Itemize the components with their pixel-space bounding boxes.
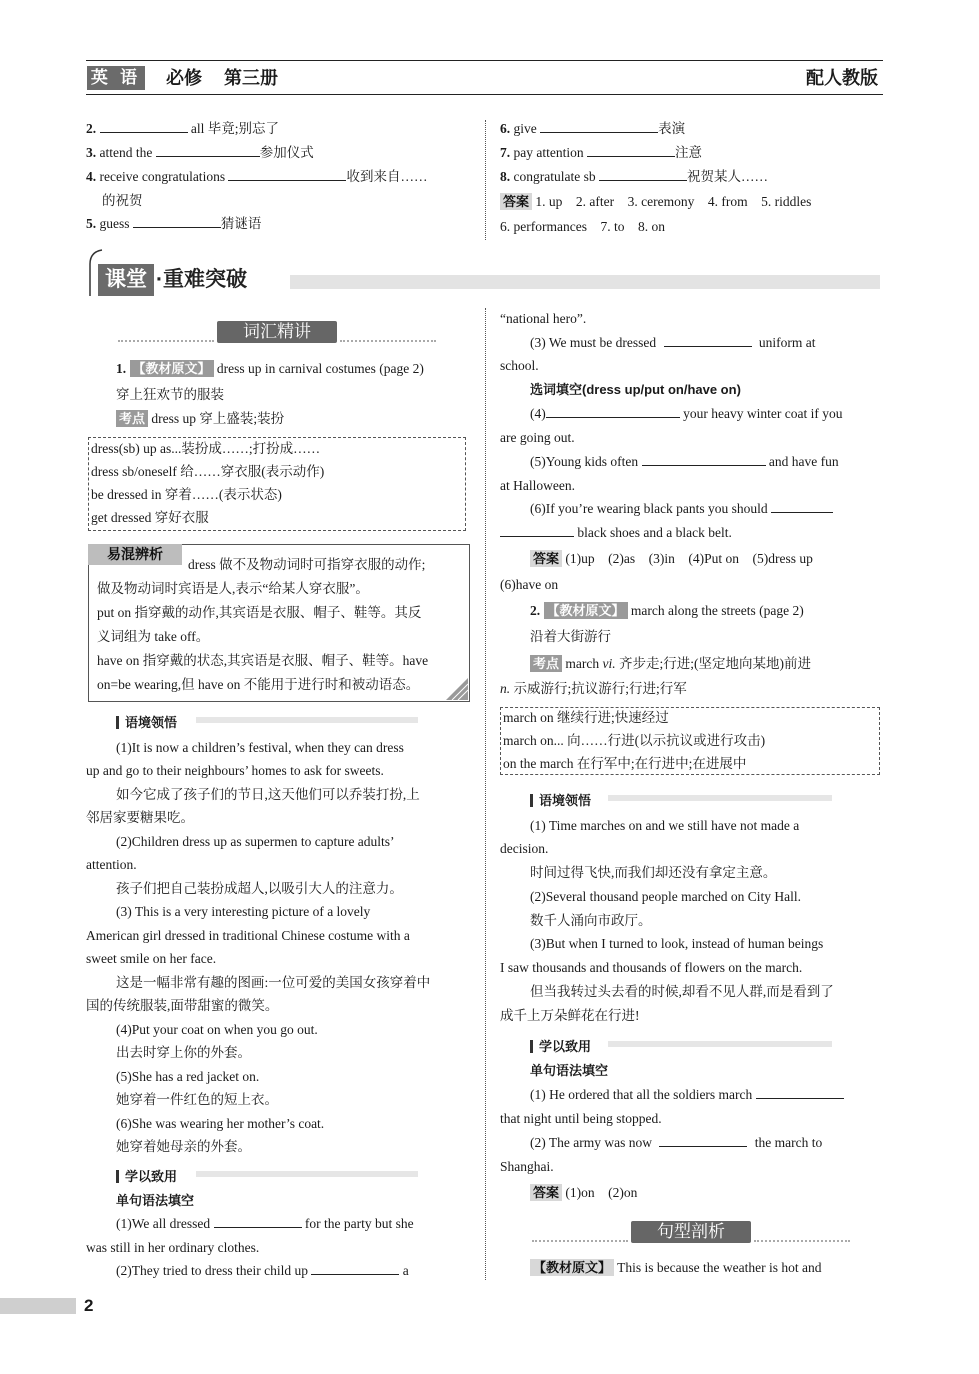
page-number: 2 xyxy=(84,1296,94,1315)
answer-tag: 答案 xyxy=(530,1184,562,1201)
example-line: 成千上万朵鲜花在行进! xyxy=(500,1008,640,1023)
kaodian-tag: 考点 xyxy=(530,655,562,672)
pill-dots-left xyxy=(118,340,214,342)
phrase-line: dress sb/oneself 给……穿衣服(表示动作) xyxy=(91,464,325,479)
word-choice-label: 选词填空(dress up/put on/have on) xyxy=(530,382,741,397)
practice-heading-2: 学以致用 xyxy=(530,1036,591,1055)
section-title: ·重难突破 xyxy=(156,268,247,291)
exercise-item-7: 7. pay attention 注意 xyxy=(500,145,702,160)
answer-blank[interactable] xyxy=(133,215,221,228)
context-heading-2: 语境领悟 xyxy=(530,790,591,809)
exercise-item-4: 4. receive congratulations 收到来自…… xyxy=(86,169,428,184)
answer-blank[interactable] xyxy=(664,334,752,347)
hero-cont: “national hero”. xyxy=(500,311,587,326)
example-line: 这是一幅非常有趣的图画:一位可爱的美国女孩穿着中 xyxy=(116,975,431,990)
answer-blank[interactable] xyxy=(642,453,766,466)
practice-q1-cont: was still in her ordinary clothes. xyxy=(86,1240,260,1255)
example-line: 她穿着一件红色的短上衣。 xyxy=(116,1092,278,1107)
exercise-item-2: 2. all 毕竟;别忘了 xyxy=(86,121,279,136)
pill-dots-right xyxy=(340,340,436,342)
confusion-line: 义词组为 take off。 xyxy=(97,629,210,644)
example-line: 出去时穿上你的外套。 xyxy=(116,1045,251,1060)
answer-line: 答案 (1)up (2)as (3)in (4)Put on (5)dress up xyxy=(530,550,813,568)
phrase-line: be dressed in 穿着……(表示状态) xyxy=(91,487,282,502)
column-divider xyxy=(485,308,486,1280)
practice-q3-cont: school. xyxy=(500,358,539,373)
confusion-label: 易混辨析 xyxy=(88,544,182,565)
item2-kaodian: 考点 march vi. 齐步走;行进;(坚定地向某地)前进 xyxy=(530,655,811,673)
section-title-rule xyxy=(290,275,880,289)
example-line: sweet smile on her face. xyxy=(86,951,217,966)
answer-blank[interactable] xyxy=(546,405,680,418)
practice-r2: (2) The army was now the march to xyxy=(530,1135,823,1150)
footer-bar xyxy=(0,1298,76,1314)
example-line: (3)But when I turned to look, instead of human beings xyxy=(530,936,824,951)
example-line: (1)It is now a children’s festival, when they can dress xyxy=(116,740,404,755)
example-line: 她穿着她母亲的外套。 xyxy=(116,1139,251,1154)
practice-heading: 学以致用 xyxy=(116,1166,177,1185)
answer-line-2: 6. performances 7. to 8. on xyxy=(500,219,665,234)
example-line: (6)She was wearing her mother’s coat. xyxy=(116,1116,325,1131)
example-line: I saw thousands and thousands of flowers on the march. xyxy=(500,960,803,975)
practice-q3: (3) We must be dressed uniform at xyxy=(530,335,816,350)
header-bottom-rule xyxy=(86,94,883,95)
answer-blank[interactable] xyxy=(311,1262,399,1275)
practice-q4: (4) your heavy winter coat if you xyxy=(530,406,843,421)
header-top-rule xyxy=(86,60,883,61)
answer-line-2: 答案 (1)on (2)on xyxy=(530,1184,637,1202)
example-line: 数千人涌向市政厅。 xyxy=(530,913,652,928)
item2-translation: 沿着大街游行 xyxy=(530,629,611,644)
exercise-item-8: 8. congratulate sb 祝贺某人…… xyxy=(500,169,768,184)
example-line: up and go to their neighbours’ homes to ask for sweets. xyxy=(86,763,384,778)
kaodian-tag: 考点 xyxy=(116,410,148,427)
example-line: (2)Several thousand people marched on City Hall. xyxy=(530,889,802,904)
context-heading: 语境领悟 xyxy=(116,712,177,731)
pill-dots-right-2 xyxy=(754,1240,850,1242)
final-line: 【教材原文】 This is because the weather is hot and xyxy=(530,1259,821,1277)
answer-tag: 答案 xyxy=(500,193,532,210)
example-line: American girl dressed in traditional Chinese costume with a xyxy=(86,928,410,943)
example-line: 国的传统服装,面带甜蜜的微笑。 xyxy=(86,998,279,1013)
practice-q5: (5)Young kids often and have fun xyxy=(530,454,839,469)
phrase-line: march on 继续行进;快速经过 xyxy=(503,710,669,725)
item1-heading: 1. 【教材原文】 dress up in carnival costumes (page 2) xyxy=(116,361,424,376)
item1-kaodian: 考点 dress up 穿上盛装;装扮 xyxy=(116,410,284,428)
book-title: 必修 xyxy=(166,68,202,88)
answer-blank[interactable] xyxy=(500,524,574,537)
answer-line-cont: (6)have on xyxy=(500,577,559,592)
item2-heading: 2. 【教材原文】 march along the streets (page 2) xyxy=(530,603,804,618)
answer-blank[interactable] xyxy=(214,1215,302,1228)
practice-r2-cont: Shanghai. xyxy=(500,1159,554,1174)
practice-rule xyxy=(196,1171,418,1177)
confusion-line: dress 做不及物动词时可指穿衣服的动作; xyxy=(188,557,426,572)
answer-line-1: 答案 1. up 2. after 3. ceremony 4. from 5. riddles xyxy=(500,193,811,211)
answer-blank[interactable] xyxy=(156,144,260,157)
example-line: (2)Children dress up as supermen to capture adults’ xyxy=(116,834,395,849)
volume-title: 第三册 xyxy=(224,68,278,88)
confusion-line: on=be wearing,但 have on 不能用于进行时和被动语态。 xyxy=(97,677,420,692)
confusion-line: put on 指穿戴的动作,其宾语是衣服、帽子、鞋等。其反 xyxy=(97,605,422,620)
answer-blank[interactable] xyxy=(100,120,188,133)
answer-blank[interactable] xyxy=(228,168,346,181)
corner-fold-icon xyxy=(446,678,468,700)
practice-r1-cont: that night until being stopped. xyxy=(500,1111,662,1126)
answer-blank[interactable] xyxy=(540,120,658,133)
practice-r1: (1) He ordered that all the soldiers march xyxy=(530,1086,844,1104)
answer-blank[interactable] xyxy=(599,168,687,181)
example-line: (1) Time marches on and we still have not made a xyxy=(530,818,800,833)
example-line: 但当我转过头去看的时候,却看不见人群,而是看到了 xyxy=(530,984,834,999)
exercise-item-4-cont: 的祝贺 xyxy=(102,193,143,208)
answer-blank[interactable] xyxy=(756,1086,844,1099)
practice-q2: (2)They tried to dress their child up a xyxy=(116,1263,409,1278)
context-rule xyxy=(196,717,418,723)
answer-blank[interactable] xyxy=(771,500,833,513)
phrase-line: dress(sb) up as...装扮成……;打扮成…… xyxy=(91,441,321,456)
answer-blank[interactable] xyxy=(659,1134,747,1147)
exercise-item-3: 3. attend the 参加仪式 xyxy=(86,145,314,160)
phrase-line: get dressed 穿好衣服 xyxy=(91,510,209,525)
answer-tag: 答案 xyxy=(530,550,562,567)
practice-q1: (1)We all dressed for the party but she xyxy=(116,1216,414,1231)
column-divider-top xyxy=(485,120,486,240)
practice-q4-cont: are going out. xyxy=(500,430,575,445)
practice-q6: (6)If you’re wearing black pants you should xyxy=(530,500,833,518)
item2-kaodian-cont: n. 示威游行;抗议游行;行进;行军 xyxy=(500,681,687,696)
context-rule-2 xyxy=(608,795,832,801)
phrase-line: march on... 向……行进(以示抗议或进行攻击) xyxy=(503,733,766,748)
answer-blank[interactable] xyxy=(587,144,675,157)
exercise-item-6: 6. give 表演 xyxy=(500,121,686,136)
example-line: decision. xyxy=(500,841,549,856)
exercise-item-5: 5. guess 猜谜语 xyxy=(86,216,262,231)
example-line: (3) This is a very interesting picture of a lovely xyxy=(116,904,371,919)
edition-label: 配人教版 xyxy=(806,68,878,88)
example-line: 孩子们把自己装扮成超人,以吸引大人的注意力。 xyxy=(116,881,403,896)
grammar-fill-label-2: 单句语法填空 xyxy=(530,1063,609,1078)
example-line: 如今它成了孩子们的节日,这天他们可以乔装打扮,上 xyxy=(116,787,420,802)
item1-translation: 穿上狂欢节的服装 xyxy=(116,387,224,402)
example-line: attention. xyxy=(86,857,137,872)
example-line: 时间过得飞快,而我们却还没有拿定主意。 xyxy=(530,865,777,880)
subject-badge: 英 语 xyxy=(87,66,145,90)
practice-q6-cont: black shoes and a black belt. xyxy=(500,524,732,542)
example-line: (5)She has a red jacket on. xyxy=(116,1069,260,1084)
practice-q5-cont: at Halloween. xyxy=(500,478,575,493)
section-badge: 课堂 xyxy=(98,264,154,296)
sentence-pill: 句型剖析 xyxy=(631,1221,751,1243)
confusion-line: 做及物动词时宾语是人,表示“给某人穿衣服”。 xyxy=(97,581,369,596)
practice-rule-2 xyxy=(608,1041,832,1047)
pill-dots-left-2 xyxy=(532,1240,628,1242)
grammar-fill-label: 单句语法填空 xyxy=(116,1193,195,1208)
phrase-line: on the march 在行军中;在行进中;在进展中 xyxy=(503,756,747,771)
example-line: (4)Put your coat on when you go out. xyxy=(116,1022,318,1037)
confusion-line: have on 指穿戴的状态,其宾语是衣服、帽子、鞋等。have xyxy=(97,653,429,668)
vocab-pill: 词汇精讲 xyxy=(217,321,337,343)
example-line: 邻居家要糖果吃。 xyxy=(86,810,194,825)
